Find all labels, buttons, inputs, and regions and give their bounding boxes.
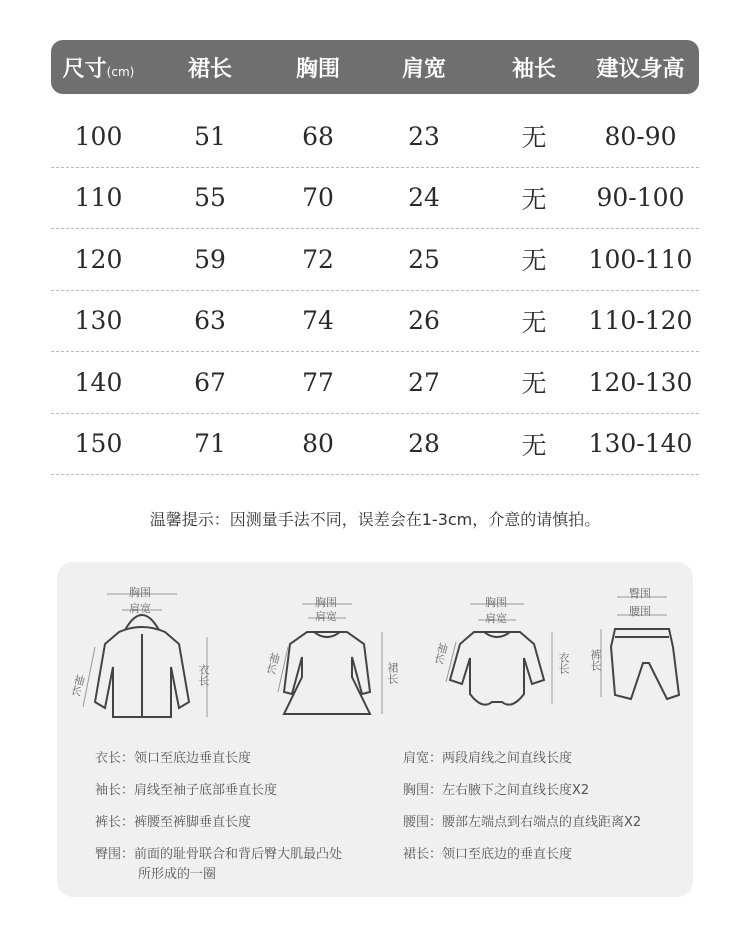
romper-length-label: 衣长 (557, 652, 570, 674)
cell-chest: 68 (302, 121, 334, 151)
cell-size: 130 (74, 306, 123, 336)
desc-pants-length: 裤长：裤腰至裤脚垂直长度 (95, 815, 252, 830)
jacket-figure (67, 582, 217, 732)
header-height: 建议身高 (596, 56, 685, 82)
cell-chest: 70 (302, 183, 334, 213)
size-table-body (51, 106, 699, 475)
cell-chest: 80 (302, 429, 334, 459)
romper-figure (422, 592, 572, 722)
cell-shoulder: 27 (408, 367, 440, 397)
table-row (51, 414, 699, 476)
cell-sleeve: 无 (521, 184, 547, 214)
header-size: 尺寸(cm) (62, 56, 135, 82)
romper-shoulder-label: 肩宽 (485, 612, 507, 625)
cell-sleeve: 无 (521, 307, 547, 337)
jacket-sleeve-label: 袖长 (68, 672, 87, 698)
cell-skirt-length: 67 (194, 367, 226, 397)
jacket-chest-label: 胸围 (129, 586, 151, 599)
desc-waist: 腰围：腰部左端点到右端点的直线距离X2 (403, 815, 642, 830)
measurement-guide-panel (57, 562, 693, 897)
dress-chest-label: 胸围 (315, 596, 337, 609)
header-skirt-length: 裙长 (187, 56, 232, 82)
pants-hip-label: 臀围 (629, 587, 651, 600)
header-chest: 胸围 (295, 56, 340, 82)
desc-chest: 胸围：左右腋下之间直线长度X2 (403, 783, 590, 798)
jacket-shoulder-label: 肩宽 (129, 602, 151, 615)
cell-skirt-length: 51 (194, 121, 226, 151)
cell-shoulder: 26 (408, 306, 440, 336)
dress-length-label: 裙长 (386, 662, 399, 684)
cell-shoulder: 25 (408, 244, 440, 274)
pants-length-label: 裤长 (589, 649, 602, 671)
cell-height: 130-140 (588, 429, 693, 459)
desc-garment-length: 衣长：领口至底边垂直长度 (95, 751, 252, 766)
cell-chest: 77 (302, 367, 334, 397)
cell-sleeve: 无 (521, 246, 547, 276)
cell-skirt-length: 55 (194, 183, 226, 213)
cell-skirt-length: 59 (194, 244, 226, 274)
cell-skirt-length: 71 (194, 429, 226, 459)
table-row (51, 352, 699, 414)
dress-shoulder-label: 肩宽 (315, 610, 337, 623)
cell-height: 90-100 (596, 183, 685, 213)
cell-sleeve: 无 (521, 123, 547, 153)
cell-chest: 72 (302, 244, 334, 274)
cell-height: 110-120 (588, 306, 693, 336)
desc-shoulder: 肩宽：两段肩线之间直线长度 (403, 751, 573, 766)
romper-chest-label: 胸围 (485, 596, 507, 609)
cell-height: 120-130 (588, 367, 693, 397)
size-table-header (51, 40, 699, 94)
table-row (51, 168, 699, 230)
dress-figure (252, 592, 402, 737)
cell-sleeve: 无 (521, 369, 547, 399)
cell-size: 120 (74, 244, 123, 274)
cell-shoulder: 23 (408, 121, 440, 151)
header-shoulder: 肩宽 (401, 56, 446, 82)
romper-sleeve-label: 袖长 (431, 640, 450, 666)
desc-sleeve-length: 袖长：肩线至袖子底部垂直长度 (95, 783, 278, 798)
cell-sleeve: 无 (521, 430, 547, 460)
header-sleeve: 袖长 (511, 56, 556, 82)
cell-height: 100-110 (588, 244, 693, 274)
jacket-length-label: 衣长 (197, 664, 210, 686)
table-row (51, 291, 699, 353)
cell-size: 150 (74, 429, 123, 459)
cell-size: 140 (74, 367, 123, 397)
pants-waist-label: 腰围 (629, 605, 651, 618)
cell-shoulder: 28 (408, 429, 440, 459)
table-row (51, 106, 699, 168)
desc-skirt-length: 裙长：领口至底边的垂直长度 (403, 847, 573, 862)
table-row (51, 229, 699, 291)
dress-sleeve-label: 袖长 (263, 650, 282, 676)
cell-height: 80-90 (604, 121, 677, 151)
cell-size: 100 (74, 121, 123, 151)
cell-chest: 74 (302, 306, 334, 336)
cell-skirt-length: 63 (194, 306, 226, 336)
cell-shoulder: 24 (408, 183, 440, 213)
desc-hip: 臀围：前面的耻骨联合和背后臀大肌最凸处 所形成的一圈 (95, 847, 343, 882)
cell-size: 110 (74, 183, 123, 213)
measurement-tip: 温馨提示：因测量手法不同，误差会在1-3cm，介意的请慎拍。 (149, 510, 601, 529)
pants-figure (587, 587, 687, 722)
